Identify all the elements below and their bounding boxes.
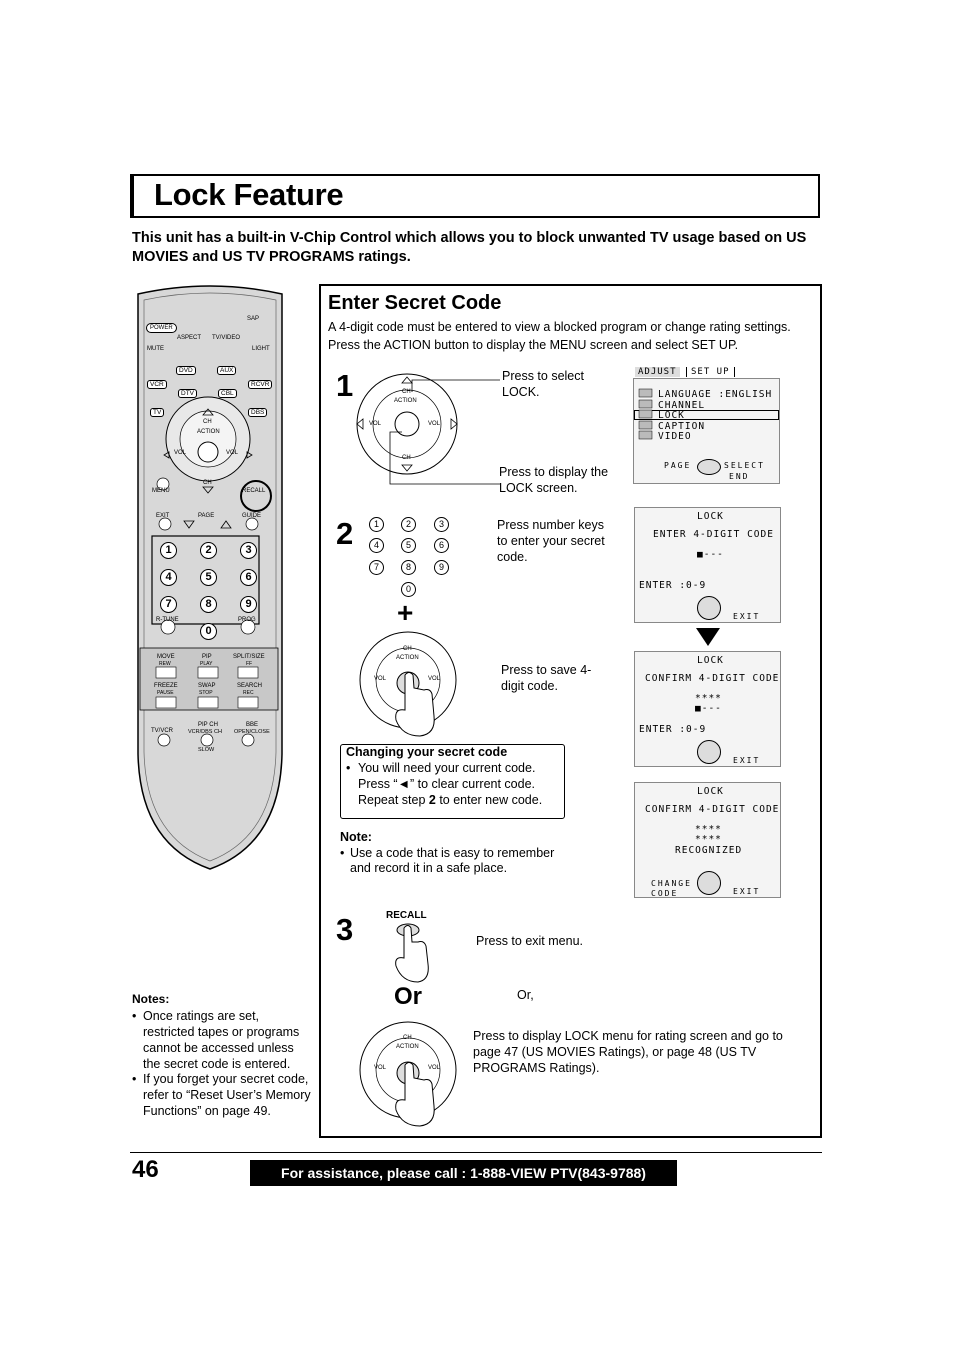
lock-screen-footer-right: EXIT	[733, 756, 761, 765]
rtune-label: R-TUNE	[156, 617, 179, 623]
lock-screen-line-2: ****	[695, 824, 722, 835]
remote-key-6[interactable]: 6	[240, 569, 257, 586]
openclose-label: OPEN/CLOSE	[234, 729, 270, 735]
step1-vol-right-label: VOL	[428, 421, 441, 427]
step2-ch-label: CH	[403, 646, 412, 652]
menu-select-label: SELECT	[724, 461, 765, 470]
step-2-number: 2	[336, 516, 354, 551]
recall-press-icon	[390, 922, 430, 984]
recall-label: RECALL	[242, 488, 266, 494]
section-desc-2: Press the ACTION button to display the MENU screen and select SET UP.	[328, 338, 739, 352]
lock-screen-line-4: RECOGNIZED	[675, 845, 743, 856]
keypad-key-4: 4	[369, 538, 384, 553]
remote-key-3[interactable]: 3	[240, 542, 257, 559]
note-line-2: and record it in a safe place.	[350, 861, 508, 875]
remote-ch-up-label: CH	[203, 419, 212, 425]
ff-label: FF	[246, 661, 253, 667]
keypad-key-8: 8	[401, 560, 416, 575]
step2-save-text: Press to save 4-digit code.	[501, 663, 592, 693]
remote-key-4[interactable]: 4	[160, 569, 177, 586]
lock-screen-1	[634, 507, 781, 623]
lock-screen-line-3: ****	[695, 834, 722, 845]
menu-item-channel: CHANNEL	[658, 400, 706, 411]
step2-vol-left-label: VOL	[374, 676, 387, 682]
cbl-button[interactable]: CBL	[218, 389, 237, 398]
section-title: Enter Secret Code	[328, 292, 502, 314]
plus-sign: +	[397, 597, 414, 628]
keypad-key-5: 5	[401, 538, 416, 553]
remote-vol-left-label: VOL	[174, 450, 187, 456]
step3-display-text: Press to display LOCK menu for rating screen and go to page 47 (US MOVIES Ratings), or page 48 (US TV PROGRAMS Ratings).	[473, 1029, 783, 1075]
notes-item-2: If you forget your secret code, refer to “Reset User’s Memory Functions” on page 49.	[143, 1072, 311, 1118]
pip-label: PIP	[202, 654, 212, 660]
prog-label: PROG	[238, 617, 256, 623]
page-label: PAGE	[198, 513, 215, 519]
remote-key-7[interactable]: 7	[160, 596, 177, 613]
keypad-key-0: 0	[401, 582, 416, 597]
changing-code-line-1: You will need your current code.	[358, 761, 536, 775]
guide-label: GUIDE	[242, 513, 262, 519]
notes-title: Notes:	[132, 992, 170, 1006]
notes-item-1: Once ratings are set, restricted tapes or programs cannot be accessed unless the secret code is entered.	[143, 1009, 300, 1071]
step1-action-label: ACTION	[394, 398, 417, 404]
recall-button-label: RECALL	[386, 910, 427, 921]
sap-label: SAP	[247, 316, 260, 322]
keypad-key-2: 2	[401, 517, 416, 532]
page-title: Lock Feature	[154, 177, 344, 212]
lock-screen-title: LOCK	[697, 511, 724, 522]
step3-ch-label: CH	[403, 1035, 412, 1041]
notes-bullet-2: •	[132, 1072, 137, 1086]
down-arrow-icon	[696, 628, 720, 646]
action-button-icon	[697, 740, 721, 764]
light-label: LIGHT	[252, 346, 270, 352]
search-label: SEARCH	[237, 683, 263, 689]
aspect-label: ASPECT	[177, 335, 202, 341]
step1-ch-up-label: CH	[402, 389, 411, 395]
intro-text: This unit has a built-in V-Chip Control which allows you to block unwanted TV usage based on US MOVIES and US TV PROGRAMS ratings.	[132, 230, 807, 265]
changing-code-line-3a: Repeat step	[358, 793, 429, 807]
page-number: 46	[132, 1156, 159, 1183]
lock-screen-line-4: ENTER :0-9	[639, 580, 707, 591]
rew-label: REW	[159, 661, 171, 667]
assistance-banner: For assistance, please call : 1-888-VIEW PTV(843-9788)	[250, 1160, 677, 1186]
remote-action-label: ACTION	[197, 429, 220, 435]
vcr-button[interactable]: VCR	[147, 380, 167, 389]
lock-screen-line-2: ■---	[697, 549, 724, 560]
note-title: Note:	[340, 830, 372, 844]
section-desc-1: A 4-digit code must be entered to view a blocked program or change rating settings.	[328, 320, 791, 334]
remote-key-2[interactable]: 2	[200, 542, 217, 559]
step1-select-text: Press to select LOCK.	[502, 369, 584, 399]
step2-keys-text: Press number keys to enter your secret code.	[497, 518, 605, 564]
menu-tab-setup: SET UP	[686, 367, 735, 377]
note-bullet: •	[340, 846, 345, 860]
changing-code-line-3c: to enter new code.	[435, 793, 543, 807]
bbe-label: BBE	[246, 722, 259, 728]
aux-button[interactable]: AUX	[217, 366, 236, 375]
changing-code-bullet: •	[346, 761, 351, 775]
step-1-number: 1	[336, 368, 354, 403]
step1-display-text: Press to display the LOCK screen.	[499, 465, 609, 495]
exit-label: EXIT	[156, 513, 170, 519]
menu-end-label: END	[729, 472, 750, 481]
move-label: MOVE	[157, 654, 175, 660]
lock-screen-2	[634, 651, 781, 767]
rec-label: REC	[243, 690, 254, 696]
vcrdbsch-label: VCR/DBS CH	[188, 729, 222, 735]
pause-label: PAUSE	[157, 690, 174, 696]
remote-key-8[interactable]: 8	[200, 596, 217, 613]
tvvcr-label: TV/VCR	[151, 728, 174, 734]
or-label: Or	[394, 983, 423, 1010]
menu-tab-adjust: ADJUST	[635, 367, 680, 377]
menu-label: MENU	[152, 488, 170, 494]
lock-screen-line-3: ■---	[695, 703, 722, 714]
step1-vol-left-label: VOL	[369, 421, 382, 427]
lock-screen-line-1: CONFIRM 4-DIGIT CODE	[645, 804, 780, 815]
remote-key-0[interactable]: 0	[200, 623, 217, 640]
remote-ch-down-label: CH	[203, 480, 212, 486]
lock-screen-title: LOCK	[697, 655, 724, 666]
tvvideo-label: TV/VIDEO	[212, 335, 241, 341]
menu-item-caption: CAPTION	[658, 421, 706, 432]
remote-key-9[interactable]: 9	[240, 596, 257, 613]
changing-code-title: Changing your secret code	[346, 745, 508, 759]
action-button-icon	[697, 871, 721, 895]
slow-label: SLOW	[198, 747, 215, 753]
dvd-button[interactable]: DVD	[176, 366, 196, 375]
play-label: PLAY	[200, 661, 213, 667]
footer-rule	[130, 1152, 822, 1153]
step3-vol-left-label: VOL	[374, 1065, 387, 1071]
step3-or-text: Or,	[517, 988, 534, 1002]
freeze-label: FREEZE	[154, 683, 178, 689]
menu-item-lock: LOCK	[658, 410, 685, 421]
keypad-key-1: 1	[369, 517, 384, 532]
notes-bullet-1: •	[132, 1009, 137, 1023]
step3-action-label: ACTION	[396, 1044, 419, 1050]
keypad-key-9: 9	[434, 560, 449, 575]
dbs-button[interactable]: DBS	[248, 408, 267, 417]
lock-screen-line-2: ****	[695, 693, 722, 704]
keypad-key-6: 6	[434, 538, 449, 553]
action-button-icon	[697, 596, 721, 620]
step2-action-label: ACTION	[396, 655, 419, 661]
lock-screen-footer-right: EXIT	[733, 612, 761, 621]
menu-item-language: LANGUAGE :ENGLISH	[658, 389, 773, 400]
remote-key-1[interactable]: 1	[160, 542, 177, 559]
lock-screen-footer-left: CHANGE CODE	[651, 879, 692, 898]
swap-label: SWAP	[198, 683, 216, 689]
step3-vol-right-label: VOL	[428, 1065, 441, 1071]
step-3-number: 3	[336, 912, 354, 947]
rcvr-button[interactable]: RCVR	[248, 380, 272, 389]
split-label: SPLIT/SIZE	[233, 654, 265, 660]
lock-screen-line-1: CONFIRM 4-DIGIT CODE	[645, 673, 780, 684]
changing-code-step: 2	[428, 793, 436, 807]
step2-vol-right-label: VOL	[428, 676, 441, 682]
menu-action-icon	[697, 459, 721, 475]
remote-key-5[interactable]: 5	[200, 569, 217, 586]
menu-page-label: PAGE	[664, 461, 692, 470]
power-button[interactable]: POWER	[146, 323, 177, 333]
menu-icons	[638, 388, 654, 442]
menu-lock-highlight	[634, 410, 779, 420]
step1-ch-down-label: CH	[402, 455, 411, 461]
lock-screen-line-1: ENTER 4-DIGIT CODE	[653, 529, 774, 540]
step3-exit-text: Press to exit menu.	[476, 934, 583, 948]
note-line-1: Use a code that is easy to remember	[350, 846, 555, 860]
changing-code-line-3	[358, 792, 542, 808]
keypad-key-7: 7	[369, 560, 384, 575]
menu-screen	[633, 378, 780, 484]
changing-code-line-2: Press “◄” to clear current code.	[358, 777, 536, 791]
mute-label: MUTE	[147, 346, 164, 352]
menu-item-video: VIDEO	[658, 431, 692, 442]
dtv-button[interactable]: DTV	[178, 389, 197, 398]
action-pad-step1	[354, 372, 504, 488]
lock-screen-line-4: ENTER :0-9	[639, 724, 707, 735]
pipch-label: PIP CH	[198, 722, 218, 728]
lock-screen-footer-right: EXIT	[733, 887, 761, 896]
lock-screen-3	[634, 782, 781, 898]
lock-screen-title: LOCK	[697, 786, 724, 797]
remote-vol-right-label: VOL	[226, 450, 239, 456]
stop-label: STOP	[199, 690, 213, 696]
tv-button[interactable]: TV	[150, 408, 164, 417]
keypad-key-3: 3	[434, 517, 449, 532]
